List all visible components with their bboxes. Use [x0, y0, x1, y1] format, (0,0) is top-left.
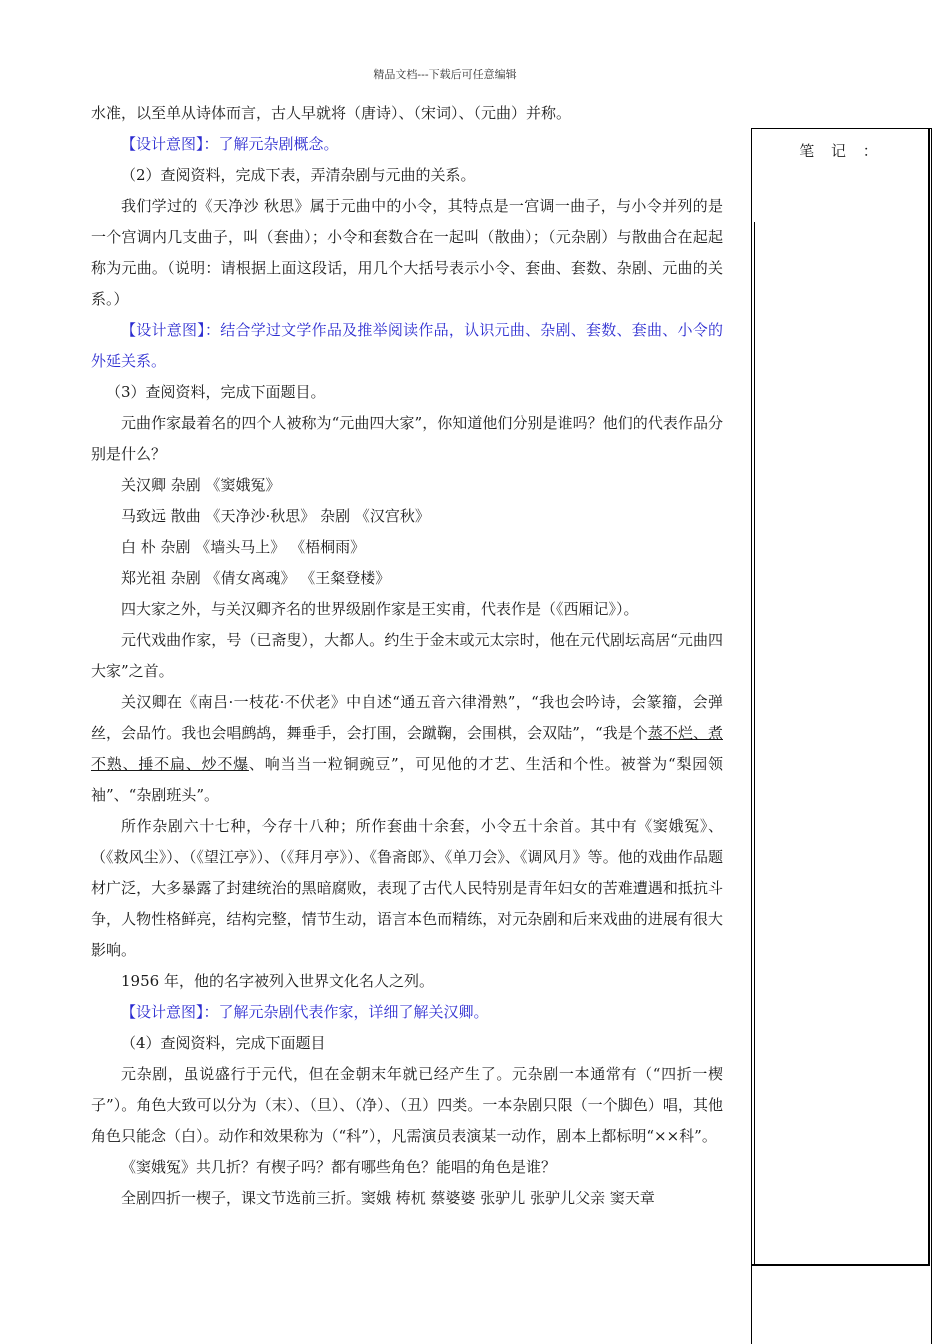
paragraph: 元代戏曲作家，号（已斋叟），大都人。约生于金末或元太宗时，他在元代剧坛高居“元曲四大家”之首。 — [91, 631, 723, 680]
notes-box-inner-frame — [751, 128, 930, 1266]
text-run: 、响当当一粒铜豌豆”，可见他的才艺、生活和个性。被誉为“梨园领袖”、“杂剧班头”。 — [91, 755, 723, 804]
underlined-text: 蒸不烂、煮不熟、捶不扁、炒不爆 — [91, 724, 723, 773]
author-line: 关汉卿 杂剧 《窦娥冤》 — [121, 476, 281, 494]
paragraph: 全剧四折一楔子，课文节选前三折。窦娥 梼杌 蔡婆婆 张驴儿 张驴儿父亲 窦天章 — [121, 1189, 655, 1207]
paragraph: 我们学过的《天净沙 秋思》属于元曲中的小令，其特点是一宫调一曲子，与小令并列的是一个宫调内几支曲子，叫（套曲）；小令和套数合在一起叫（散曲）；（元杂剧）与散曲合在起起称为元曲。（说明：请根据上面这段话，用几个大括号表示小令、套曲、套数、杂剧、元曲的关系。） — [91, 197, 723, 308]
paragraph: 1956 年，他的名字被列入世界文化名人之列。 — [121, 972, 434, 990]
paragraph: 水准，以至单从诗体而言，古人早就将（唐诗）、（宋词）、（元曲）并称。 — [91, 104, 572, 122]
design-intent: 【设计意图】：结合学过文学作品及推举阅读作品，认识元曲、杂剧、套数、套曲、小令的外延关系。 — [91, 321, 723, 370]
design-intent: 【设计意图】：了解元杂剧概念。 — [121, 135, 339, 153]
question-heading: （2）查阅资料，完成下表，弄清杂剧与元曲的关系。 — [121, 166, 476, 184]
paragraph: 所作杂剧六十七种，今存十八种；所作套曲十余套，小令五十余首。其中有《窦娥冤》、（《救风尘》）、（《望江亭》）、（《拜月亭》）、《鲁斋郎》、《单刀会》、《调风月》等。他的戏曲作品题材广泛，大多暴露了封建统治的黑暗腐败，表现了古代人民特别是青年妇女的苦难遭遇和抵抗斗争，人物性格鲜亮，结构完整，情节生动，语言本色而精练，对元杂剧和后来戏曲的进展有很大影响。 — [91, 817, 723, 959]
document-body — [91, 98, 723, 1214]
paragraph: 元杂剧，虽说盛行于元代，但在金朝末年就已经产生了。元杂剧一本通常有（“四折一楔子”）。角色大致可以分为（末）、（旦）、（净）、（丑）四类。一本杂剧只限（一个脚色）唱，其他角色只能念（白）。动作和效果称为（“科”），凡需演员表演某一动作，剧本上都标明“××科”。 — [91, 1065, 723, 1145]
question-heading: （4）查阅资料，完成下面题目 — [121, 1034, 326, 1052]
author-line: 白 朴 杂剧 《墙头马上》 《梧桐雨》 — [121, 538, 366, 556]
design-intent: 【设计意图】：了解元杂剧代表作家，详细了解关汉卿。 — [121, 1003, 489, 1021]
question-heading: （3）查阅资料，完成下面题目。 — [106, 383, 326, 401]
paragraph — [91, 687, 723, 811]
paragraph: 四大家之外，与关汉卿齐名的世界级剧作家是王实甫，代表作是（《西厢记》）。 — [121, 600, 639, 618]
notes-box-inner-line — [754, 222, 755, 1266]
paragraph: 元曲作家最着名的四个人被称为“元曲四大家”，你知道他们分别是谁吗？他们的代表作品分别是什么？ — [91, 414, 723, 463]
author-line: 郑光祖 杂剧 《倩女离魂》 《王粲登楼》 — [121, 569, 391, 587]
paragraph: 《窦娥冤》共几折？有楔子吗？都有哪些角色？能唱的角色是谁？ — [121, 1158, 557, 1176]
notes-title: 笔 记 ： — [799, 142, 884, 160]
text-run: 关汉卿在《南吕·一枝花·不伏老》中自述“通五音六律滑熟”，“我也会吟诗，会篆籀，会弹丝，会品竹。我也会唱鹧鸪，舞垂手，会打围，会蹴鞠，会围棋，会双陆”，“我是个 — [91, 693, 723, 742]
author-line: 马致远 散曲 《天净沙·秋思》 杂剧 《汉宫秋》 — [121, 507, 430, 525]
page-header: 精品文档---下载后可任意编辑 — [373, 68, 517, 81]
